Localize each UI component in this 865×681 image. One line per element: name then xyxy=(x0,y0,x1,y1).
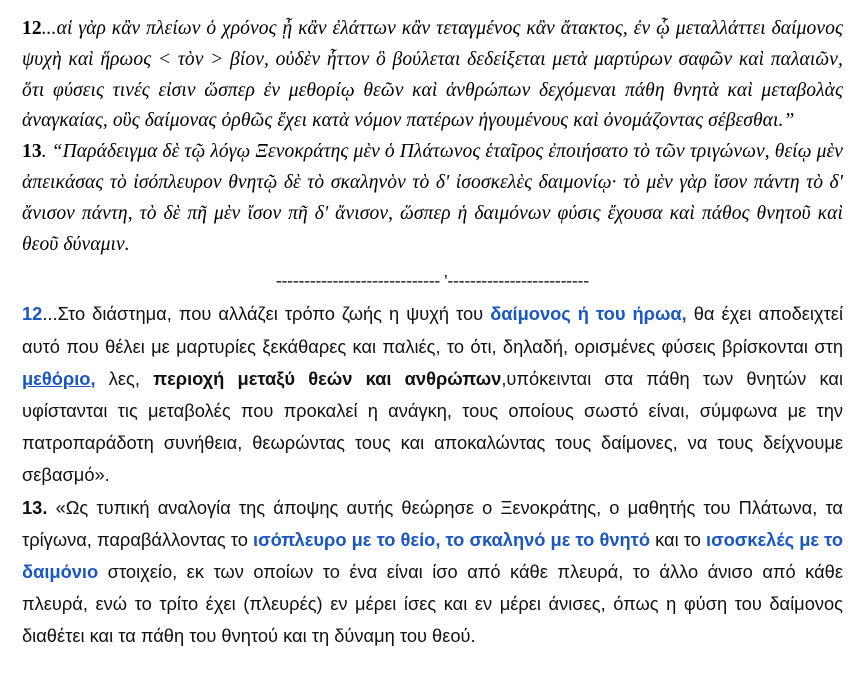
modern-p12-part4: ,υπόκεινται στα πάθη των θνητών και υφίστανται τις μεταβολές που προκαλεί η ανάγκη, τους οποίους σωστό είναι, σύμφωνα με την πατροπαράδοτη συνήθεια, θεωρώντας τους και αποκαλώντας τους δαίμονες, να τους δείχνουμε σεβασμό». xyxy=(22,367,844,486)
modern-p12-highlight-daimon-hero: δαίμονος ή του ήρωα, xyxy=(490,303,687,325)
greek-section-number-12: 12 xyxy=(22,18,42,39)
modern-p12-part2: θα έχει αποδειχτεί αυτό που θέλει με μαρτυρίες ξεκάθαρες και παλιές, το ότι, δηλαδή, ορισμένες φύσεις βρίσκονται στη xyxy=(22,303,844,357)
modern-p12-part3: λες, xyxy=(95,367,154,389)
modern-section-number-12: 12 xyxy=(22,303,43,325)
modern-section-number-13: 13. xyxy=(22,496,48,518)
modern-greek-block xyxy=(22,298,843,652)
modern-paragraph-12 xyxy=(22,298,843,491)
modern-p13-part3: στοιχείο, εκ των οποίων το ένα είναι ίσο από κάθε πλευρά, το άλλο άνισο από κάθε πλευρά, ενώ το τρίτο έχει (πλευρές) εν μέρει ίσες και εν μέρει άνισες, όπως η φύση του δαίμονος διαθέτει και τα πάθη του θνητού και τη δύναμη του θεού. xyxy=(22,561,843,647)
greek-section-number-13: 13 xyxy=(22,141,42,163)
modern-p12-highlight-between-gods-men: περιοχή μεταξύ θεών και ανθρώπων xyxy=(153,367,502,389)
greek-paragraph-13 xyxy=(22,137,843,260)
greek-paragraph-13-text: . “Παράδειγμα δὲ τῷ λόγῳ Ξενοκράτης μὲν ὁ Πλάτωνος ἑταῖρος ἐποιήσατο τὸ τῶν τριγώνων, θείῳ μὲν ἀπεικάσας τὸ ἰσόπλευρον θνητῷ δὲ τὸ σκαληνὸν τὸ δ' ἰσοσκελὲς δαιμονίῳ· τὸ μὲν γὰρ ἴσον πάντη τὸ δ' ἄνισον πάντη, τὸ δὲ πῆ μὲν ἴσον πῆ δ' ἄνισον, ὥσπερ ἡ δαιμόνων φύσις ἔχουσα καὶ πάθος θνητοῦ καὶ θεοῦ δύναμιν. xyxy=(22,141,843,255)
section-divider: ----------------------------- '------------------------- xyxy=(275,271,589,291)
greek-paragraph-12 xyxy=(22,14,843,137)
modern-p12-part1: ...Στο διάστημα, που αλλάζει τρόπο ζωής η ψυχή του xyxy=(42,303,491,325)
modern-p13-highlight-isosceles: ισοσκελές με το δαιμόνιο xyxy=(22,528,844,582)
modern-paragraph-13 xyxy=(22,492,843,653)
greek-text-block xyxy=(22,14,843,260)
greek-paragraph-12-text: ...αἱ γὰρ κἂν πλείων ὁ χρόνος ᾖ κἂν ἐλάττων κἂν τεταγμένος κἂν ἄτακτος, ἐν ᾧ μεταλλάττει δαίμονος ψυχὴ καὶ ἥρωος < τὸν > βίον, οὐδὲν ἧττον ὃ βούλεται δεδείξεται μετὰ μαρτύρων σαφῶν καὶ παλαιῶν, ὅτι φύσεις τινές εἰσιν ὥσπερ ἐν μεθορίῳ θεῶν καὶ ἀνθρώπων δεχόμεναι πάθη θνητὰ καὶ μεταβολὰς ἀναγκαίας, οὓς δαίμονας ὀρθῶς ἔχει κατὰ νόμον πατέρων ἡγουμένους καὶ ὀνομάζοντας σέβεσθαι.” xyxy=(22,18,843,132)
modern-p13-part2: και το xyxy=(650,528,707,550)
modern-p12-highlight-methorio: μεθόριο, xyxy=(22,367,96,389)
modern-p13-highlight-equilateral: ισόπλευρο με το θείο, το σκαληνό με το θνητό xyxy=(252,528,651,550)
modern-p13-part1: «Ως τυπική αναλογία της άποψης αυτής θεώρησε ο Ξενοκράτης, ο μαθητής του Πλάτωνα, τα τρίγωνα, παραβάλλοντας το xyxy=(22,496,843,550)
